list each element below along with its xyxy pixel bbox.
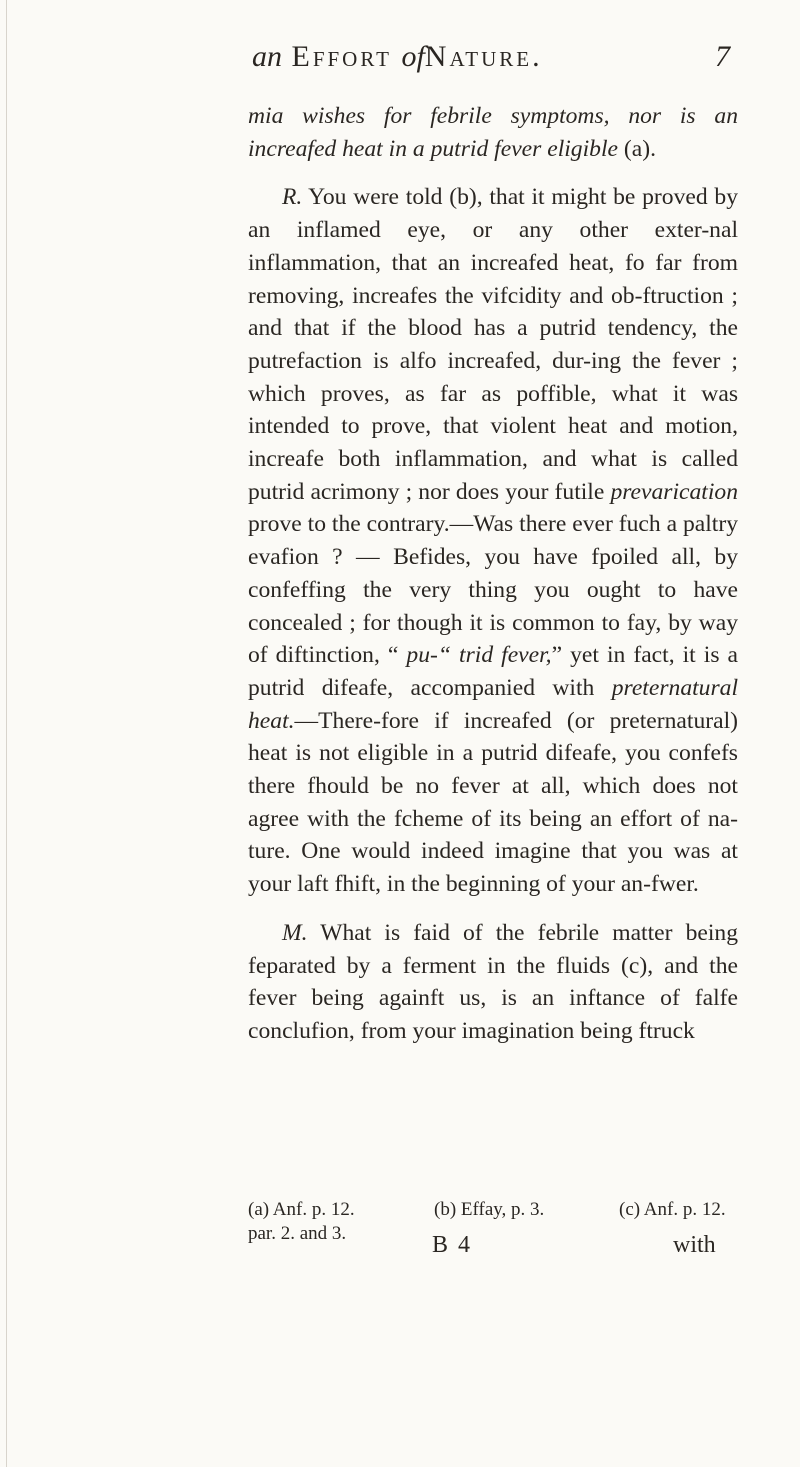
page-body xyxy=(248,100,738,1048)
footnote-a: (a) Anf. p. 12. xyxy=(248,1199,355,1220)
paragraph-1 xyxy=(248,100,738,165)
speaker-m: M. xyxy=(282,919,308,946)
footnote-a-continued: par. 2. and 3. xyxy=(248,1223,347,1244)
header-word-nature: Nature. xyxy=(424,40,543,73)
page-number: 7 xyxy=(715,40,732,73)
catchword: with xyxy=(673,1232,716,1258)
paragraph-2-italic-2: pu-“ trid fever, xyxy=(406,642,552,669)
running-head xyxy=(252,40,732,80)
signature-mark: B 4 xyxy=(432,1232,473,1258)
footnotes xyxy=(248,1198,738,1244)
binding-edge xyxy=(6,0,7,1467)
paragraph-3-text: What is faid of the febrile matter being feparated by a ferment in the fluids (c), and the fever being againft us, is an inftance of falfe conclufion, from your imagination being ftruck xyxy=(248,919,738,1044)
header-word-effort: Effort xyxy=(291,40,392,73)
header-prefix: an xyxy=(252,40,282,73)
paragraph-2-italic-3: preternatural heat. xyxy=(248,674,738,734)
paragraph-1-italic: mia wishes for febrile symptoms, nor is an increafed heat in a putrid fever eligible xyxy=(248,103,738,162)
speaker-r: R. xyxy=(282,184,303,211)
paragraph-2 xyxy=(248,181,738,900)
paragraph-1-ref: (a). xyxy=(617,135,656,162)
paragraph-2-part-a: You were told (b), that it might be proved by an inflamed eye, or any other exter-nal inflammation, that an increafed heat, fo far from removing, increafes the vifcidity and ob-ftruction ; and that if the blood has a putrid tendency, the putrefaction is alfo increafed, dur-ing the fever ; which proves, as far as poffible, what it was intended to prove, that violent heat and motion, increafe both inflammation, and what is called putrid acrimony ; nor does your futile xyxy=(248,184,738,505)
paragraph-2-part-d: —There-fore if increafed (or preternatural) heat is not eligible in a putrid difeafe, you confefs there fhould be no fever at all, which does not agree with the fcheme of its being an effort of na-ture. One would indeed imagine that you was at your laft fhift, in the beginning of your an-fwer. xyxy=(248,707,738,898)
paragraph-2-italic-1: prevarication xyxy=(610,478,738,505)
paragraph-3 xyxy=(248,917,738,1048)
paragraph-2-part-b: prove to the contrary.—Was there ever fuch a paltry evafion ? — Befides, you have fpoiled all, by confeffing the very thing you ought to have concealed ; for though it is common to fay, by way of diftinction, “ xyxy=(248,511,738,669)
header-of: of xyxy=(401,40,425,73)
footnote-b: (b) Effay, p. 3. xyxy=(434,1199,545,1220)
footnote-c: (c) Anf. p. 12. xyxy=(619,1199,726,1220)
paragraph-2-part-c: ” yet in fact, it is a putrid difeafe, accompanied with xyxy=(248,642,738,701)
